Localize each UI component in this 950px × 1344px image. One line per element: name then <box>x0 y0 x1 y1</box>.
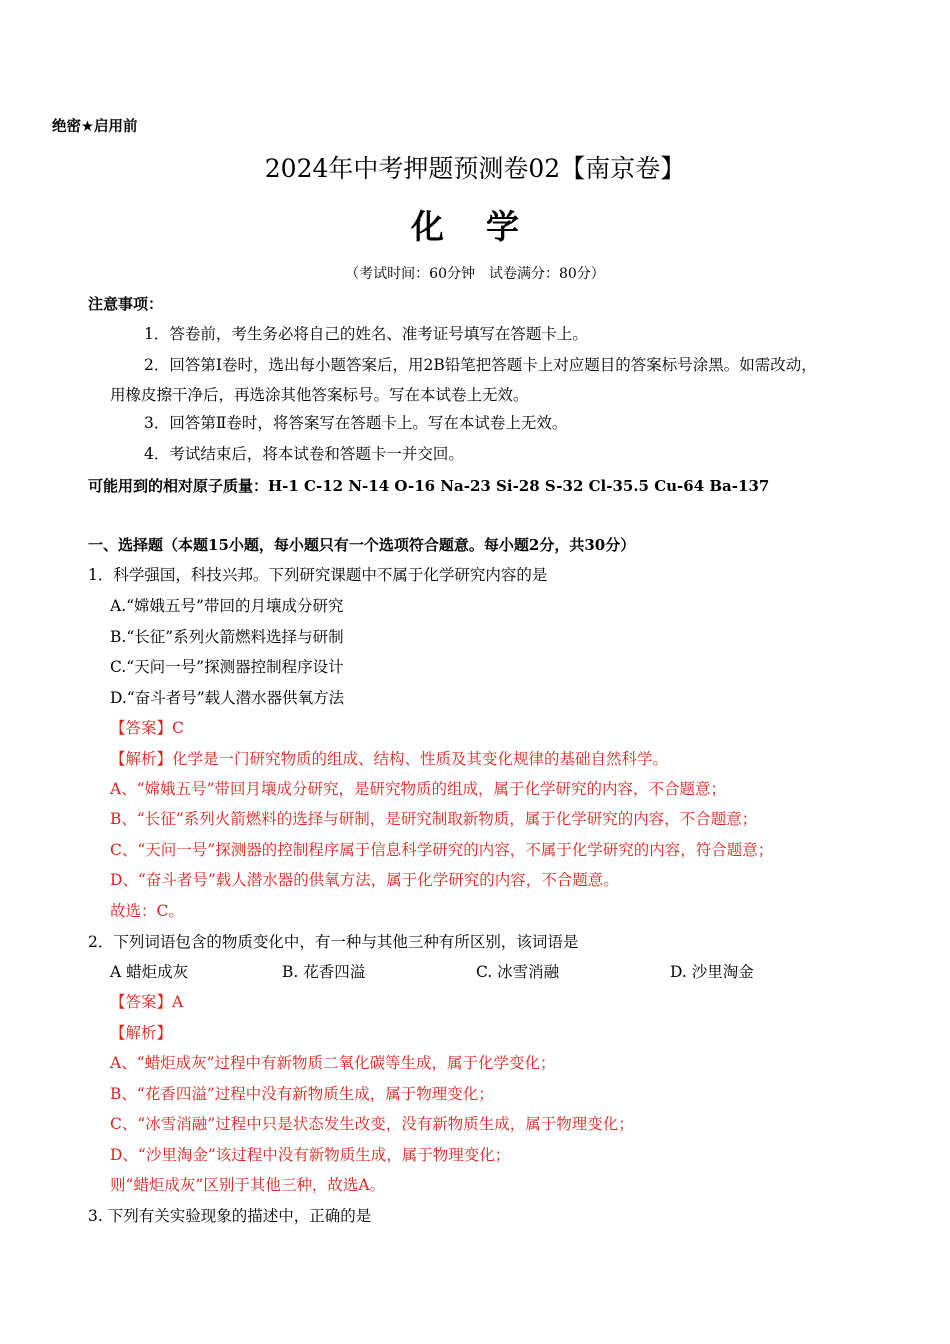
notice-heading: 注意事项： <box>88 295 164 313</box>
option-b: B. 花香四溢 <box>282 963 366 981</box>
notice-item: 4．考试结束后，将本试卷和答题卡一并交回。 <box>144 445 464 463</box>
analysis-line: C、“冰雪消融”过程中只是状态发生改变，没有新物质生成，属于物理变化； <box>110 1115 634 1133</box>
atomic-masses: 可能用到的相对原子质量：H-1 C-12 N-14 O-16 Na-23 Si-28 S-32 Cl-35.5 Cu-64 Ba-137 <box>88 477 770 495</box>
notice-item: 3．回答第Ⅱ卷时，将答案写在答题卡上。写在本试卷上无效。 <box>144 414 568 432</box>
subject-title: 化学 <box>411 207 561 246</box>
conclusion: 故选：C。 <box>110 902 184 920</box>
exam-info: （考试时间：60分钟 试卷满分：80分） <box>345 266 605 282</box>
exam-title: 2024年中考押题预测卷02【南京卷】 <box>264 154 686 183</box>
question-stem: 1．科学强国，科技兴邦。下列研究课题中不属于化学研究内容的是 <box>88 566 548 584</box>
analysis-line: A、“嫦娥五号”带回月壤成分研究，是研究物质的组成，属于化学研究的内容，不合题意； <box>110 780 727 798</box>
notice-item: 用橡皮擦干净后，再选涂其他答案标号。写在本试卷上无效。 <box>110 386 529 404</box>
option-a: A 蜡炬成灰 <box>110 963 189 981</box>
notice-item: 2．回答第Ⅰ卷时，选出每小题答案后，用2B铅笔把答题卡上对应题目的答案标号涂黑。如需改动， <box>144 356 817 374</box>
option-d: D.“奋斗者号”载人潜水器供氧方法 <box>110 689 345 707</box>
question-stem: 3. 下列有关实验现象的描述中，正确的是 <box>88 1207 372 1225</box>
notice-item: 1．答卷前，考生务必将自己的姓名、准考证号填写在答题卡上。 <box>144 325 588 343</box>
option-b: B.“长征”系列火箭燃料选择与研制 <box>110 628 344 646</box>
analysis-line: A、“蜡炬成灰”过程中有新物质二氧化碳等生成，属于化学变化； <box>110 1054 556 1072</box>
section-heading: 一、选择题（本题15小题，每小题只有一个选项符合题意。每小题2分，共30分） <box>88 536 636 554</box>
option-a: A.“嫦娥五号”带回的月壤成分研究 <box>110 597 344 615</box>
secret-label: 绝密★启用前 <box>52 119 138 135</box>
analysis-line: B、“花香四溢”过程中没有新物质生成，属于物理变化； <box>110 1085 494 1103</box>
option-c: C.“天问一号”探测器控制程序设计 <box>110 658 344 676</box>
analysis-line: D、“沙里淘金”该过程中没有新物质生成，属于物理变化； <box>110 1146 511 1164</box>
analysis-line: C、“天问一号”探测器的控制程序属于信息科学研究的内容，不属于化学研究的内容，符合题意； <box>110 841 774 859</box>
option-c: C. 冰雪消融 <box>476 963 560 981</box>
conclusion: 则“蜡炬成灰”区别于其他三种，故选A。 <box>110 1176 386 1194</box>
analysis-line: B、“长征”系列火箭燃料的选择与研制，是研究制取新物质，属于化学研究的内容，不合题意； <box>110 810 758 828</box>
answer-label: 【答案】C <box>110 719 184 737</box>
option-d: D. 沙里淘金 <box>670 963 754 981</box>
analysis-heading: 【解析】化学是一门研究物质的组成、结构、性质及其变化规律的基础自然科学。 <box>110 750 669 768</box>
question-stem: 2．下列词语包含的物质变化中，有一种与其他三种有所区别，该词语是 <box>88 933 579 951</box>
analysis-heading: 【解析】 <box>110 1024 173 1042</box>
answer-label: 【答案】A <box>110 993 184 1011</box>
analysis-line: D、“奋斗者号”载人潜水器的供氧方法，属于化学研究的内容，不合题意。 <box>110 871 619 889</box>
